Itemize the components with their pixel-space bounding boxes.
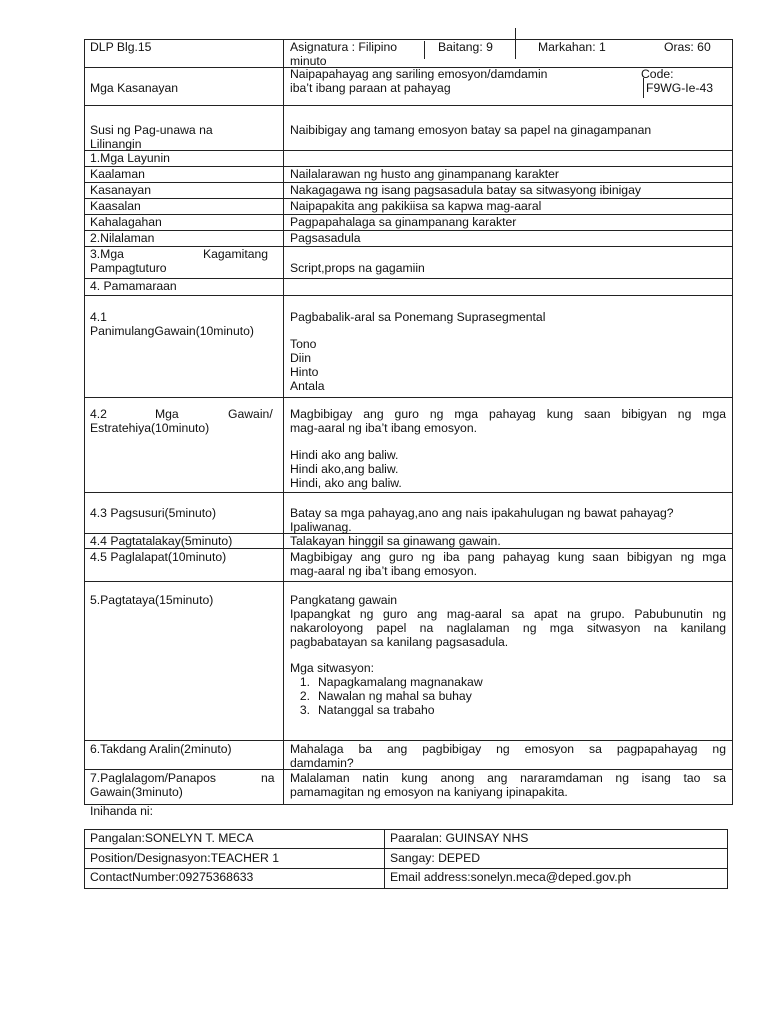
paglalapat-label: 4.5 Paglalapat(10minuto) <box>90 550 227 564</box>
layunin-text-kasanayan: Nakagagawa ng isang pagsasadula batay sa sitwasyong ibinigay <box>290 183 641 197</box>
sangay: Sangay: DEPED <box>390 851 481 865</box>
gawain-text-2: mag-aaral ng iba’t ibang emosyon. <box>290 421 477 435</box>
scan-mark <box>515 28 516 46</box>
gawain-label-w2: Mga <box>155 407 179 421</box>
sitwasyon-item <box>290 703 435 717</box>
header-divider-1 <box>424 41 425 59</box>
row-line <box>84 492 733 493</box>
pagtataya-heading: Pangkatang gawain <box>290 593 398 607</box>
kagamitan-label-2: Pampagtuturo <box>90 261 167 275</box>
row-line <box>84 150 733 151</box>
layunin-label-kasanayan: Kasanayan <box>90 183 151 197</box>
panimula-label-1: 4.1 <box>90 310 107 324</box>
paglalagom-text-1: Malalaman natin kung anong ang nararamdaman ng isang tao sa <box>290 771 726 785</box>
email-address: Email address:sonelyn.meca@deped.gov.ph <box>390 870 632 884</box>
preparer-row-line <box>84 868 728 869</box>
gawain-example: Hindi ako,ang baliw. <box>290 462 399 476</box>
paglalagom-label-2: Gawain(3minuto) <box>90 785 183 799</box>
panimula-item: Diin <box>290 351 311 365</box>
panimula-intro: Pagbabalik-aral sa Ponemang Suprasegmental <box>290 310 546 324</box>
kasanayan-text-1: Naipapahayag ang sariling emosyon/damdamin <box>290 67 548 81</box>
layunin-label-kaalaman: Kaalaman <box>90 167 145 181</box>
sitwasyon-text: Napagkamalang magnanakaw <box>318 675 483 689</box>
oras: Oras: 60 <box>664 40 711 54</box>
gawain-label-w3: Gawain/ <box>228 407 273 421</box>
pagtatalakay-label: 4.4 Pagtatalakay(5minuto) <box>90 534 233 548</box>
paglalagom-label-w1: 7.Paglalagom/Panapos <box>90 771 217 785</box>
row-line <box>84 740 733 741</box>
pagtataya-label: 5.Pagtataya(15minuto) <box>90 593 214 607</box>
panimula-item: Tono <box>290 337 317 351</box>
layunin-label-kahalagahan: Kahalagahan <box>90 215 162 229</box>
pagsusuri-text-2: Ipaliwanag. <box>290 520 352 534</box>
kasanayan-text-2: iba’t ibang paraan at pahayag <box>290 81 451 95</box>
dlp-number: DLP Blg.15 <box>90 40 152 54</box>
sitwasyon-heading: Mga sitwasyon: <box>290 661 374 675</box>
panimula-item: Hinto <box>290 365 319 379</box>
contact-number: ContactNumber:09275368633 <box>90 870 254 884</box>
header-divider-3 <box>643 78 644 98</box>
layunin-text-kaalaman: Nailalarawan ng husto ang ginampanang karakter <box>290 167 559 181</box>
kasanayan-label: Mga Kasanayan <box>90 81 179 95</box>
panimula-item: Antala <box>290 379 325 393</box>
header-divider-2 <box>515 46 516 59</box>
row-line <box>84 581 733 582</box>
sitwasyon-text: Nawalan ng mahal sa buhay <box>318 689 472 703</box>
layunin-label-kaasalan: Kaasalan <box>90 199 141 213</box>
preparer-column-divider <box>384 829 385 889</box>
sitwasyon-item <box>290 675 483 689</box>
paglalapat-text-1: Magbibigay ang guro ng iba pang pahayag kung saan bibigyan ng mga <box>290 550 726 564</box>
gawain-example: Hindi, ako ang baliw. <box>290 476 402 490</box>
paglalagom-label-w2: na <box>261 771 275 785</box>
gawain-example: Hindi ako ang baliw. <box>290 448 399 462</box>
paglalapat-text-2: mag-aaral ng iba’t ibang emosyon. <box>290 564 477 578</box>
column-divider <box>283 39 284 805</box>
row-line <box>84 246 733 247</box>
asignatura: Asignatura : Filipino <box>290 40 398 54</box>
sitwasyon-number: 2. <box>299 689 310 703</box>
position: Position/Designasyon:TEACHER 1 <box>90 851 279 865</box>
code-label: Code: <box>641 67 674 81</box>
pagsusuri-text-1: Batay sa mga pahayag,ano ang nais ipakahulugan ng bawat pahayag? <box>290 506 674 520</box>
markahan: Markahan: 1 <box>538 40 606 54</box>
code-value: F9WG-Ie-43 <box>646 81 714 95</box>
panimula-label-2: PanimulangGawain(10minuto) <box>90 324 254 338</box>
layunin-text-kahalagahan: Pagpapahalaga sa ginampanang karakter <box>290 215 517 229</box>
pangalan: Pangalan:SONELYN T. MECA <box>90 831 254 845</box>
layunin-text-kaasalan: Naipapakita ang pakikiisa sa kapwa mag-aaral <box>290 199 542 213</box>
nilalaman-text: Pagsasadula <box>290 231 361 245</box>
row-line <box>84 105 733 106</box>
sitwasyon-number: 3. <box>299 703 310 717</box>
pamamaraan-heading: 4. Pamamaraan <box>90 279 177 293</box>
pagsusuri-label: 4.3 Pagsusuri(5minuto) <box>90 506 216 520</box>
row-line <box>84 295 733 296</box>
row-line <box>84 278 733 279</box>
kagamitan-label-w1: 3.Mga <box>90 247 124 261</box>
pagtataya-para-1: Ipapangkat ng guro ang mag-aaral sa apat na grupo. Pabubunutin ng <box>290 607 726 621</box>
baitang: Baitang: 9 <box>438 40 493 54</box>
susi-text: Naibibigay ang tamang emosyon batay sa papel na ginagampanan <box>290 123 652 137</box>
preparer-row-line <box>84 848 728 849</box>
kagamitan-text: Script,props na gagamiin <box>290 261 425 275</box>
row-line <box>84 230 733 231</box>
kagamitan-label-w2: Kagamitang <box>203 247 269 261</box>
susi-label-2: Lilinangin <box>90 137 142 151</box>
gawain-label-w1: 4.2 <box>90 407 107 421</box>
pagtatalakay-text: Talakayan hinggil sa ginawang gawain. <box>290 534 501 548</box>
sitwasyon-number: 1. <box>299 675 310 689</box>
takdang-label: 6.Takdang Aralin(2minuto) <box>90 742 232 756</box>
paglalagom-text-2: pamamagitan ng emosyon na kaniyang ipinapakita. <box>290 785 568 799</box>
paaralan: Paaralan: GUINSAY NHS <box>390 831 529 845</box>
susi-label-1: Susi ng Pag-unawa na <box>90 123 213 137</box>
asignatura-cont: minuto <box>290 54 327 68</box>
takdang-text-2: damdamin? <box>290 756 354 770</box>
gawain-text-1: Magbibigay ang guro ng mga pahayag kung saan bibigyan ng mga <box>290 407 726 421</box>
layunin-heading: 1.Mga Layunin <box>90 151 170 165</box>
row-line <box>84 548 733 549</box>
row-line <box>84 769 733 770</box>
gawain-label-2: Estratehiya(10minuto) <box>90 421 210 435</box>
inihanda-label: Inihanda ni: <box>90 804 154 818</box>
pagtataya-para-3: pagbabatayan sa kanilang pagsasadula. <box>290 635 509 649</box>
sitwasyon-text: Natanggal sa trabaho <box>318 703 435 717</box>
nilalaman-label: 2.Nilalaman <box>90 231 155 245</box>
pagtataya-para-2: nakaroloyong papel na naglalaman ng mga sitwasyon na kanilang <box>290 621 726 635</box>
row-line <box>84 397 733 398</box>
sitwasyon-item <box>290 689 472 703</box>
takdang-text-1: Mahalaga ba ang pagbibigay ng emosyon sa pagpapahayag ng <box>290 742 726 756</box>
